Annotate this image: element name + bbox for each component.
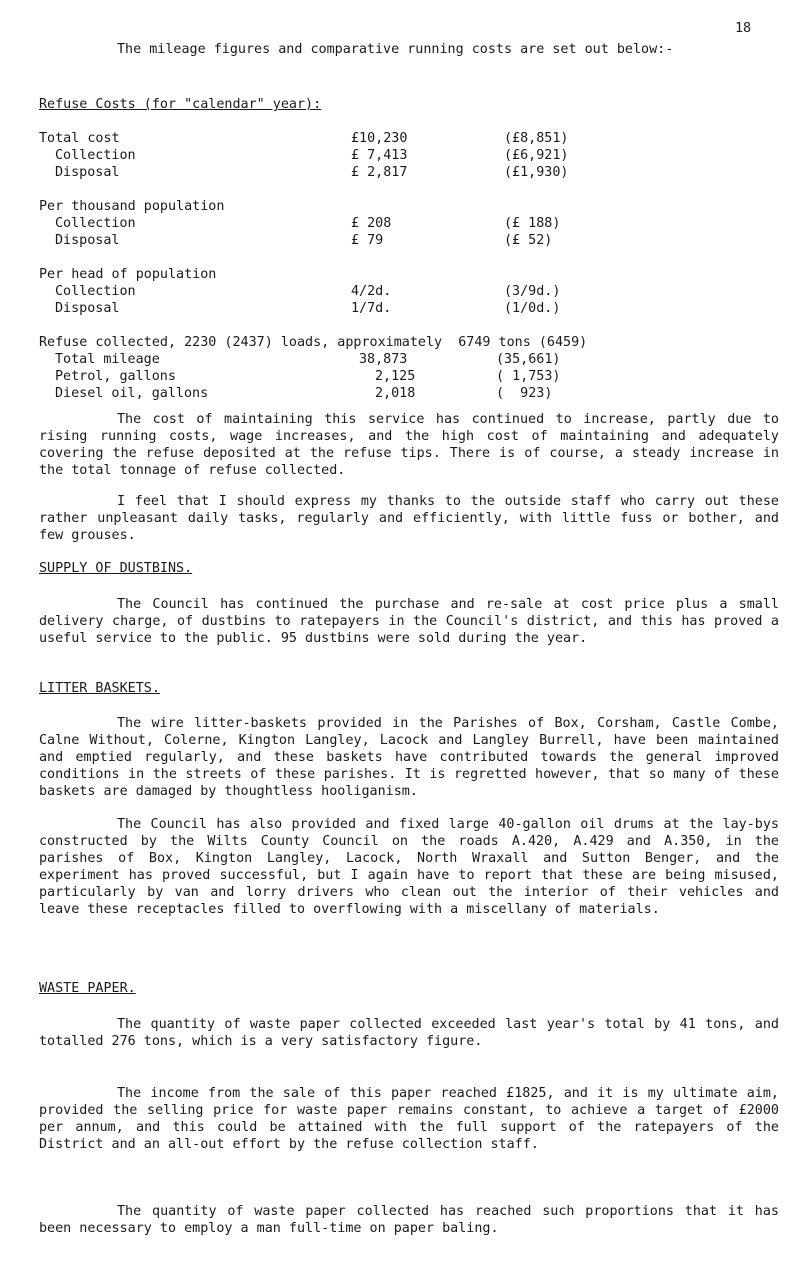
total-mileage-value: 38,873 <box>359 352 408 367</box>
pt-disposal-label: Disposal <box>55 233 120 248</box>
ph-collection-label: Collection <box>55 284 136 299</box>
total-cost-prev: (£8,851) <box>504 131 569 146</box>
total-mileage-label: Total mileage <box>55 352 160 367</box>
disposal-cost-prev: (£1,930) <box>504 165 569 180</box>
diesel-label: Diesel oil, gallons <box>55 386 209 401</box>
ph-collection-prev: (3/9d.) <box>504 284 561 299</box>
collection-cost-label: Collection <box>55 148 136 163</box>
litter-paragraph-2: The Council has also provided and fixed large 40-gallon oil drums at the lay-bys constructed by the Wilts County Council on the roads A.420, A.429 and A.350, in the parishes of Box, Kington Langley, Lacock, North Wraxall and Sutton Benger, and the experiment has proved successful, but I again have to report that these are being misused, particularly by van and lorry drivers who clean out the interior of their vehicles and leave these receptacles filled to overflowing with a miscellany of materials. <box>39 817 779 917</box>
waste-paragraph-3: The quantity of waste paper collected has reached such proportions that it has been necessary to employ a man full-time on paper baling. <box>39 1204 779 1236</box>
ph-collection-value: 4/2d. <box>351 284 392 299</box>
ph-disposal-value: 1/7d. <box>351 301 392 316</box>
thanks-paragraph: I feel that I should express my thanks to the outside staff who carry out these rather unpleasant daily tasks, regularly and efficiently, with little fuss or bother, and few grouses. <box>39 494 779 543</box>
total-mileage-prev: (35,661) <box>496 352 561 367</box>
petrol-label: Petrol, gallons <box>55 369 176 384</box>
ph-disposal-label: Disposal <box>55 301 120 316</box>
total-cost-value: £10,230 <box>351 131 408 146</box>
litter-paragraph-1: The wire litter-baskets provided in the Parishes of Box, Corsham, Castle Combe, Calne Without, Colerne, Kington Langley, Lacock and Langley Burrell, have been maintained and emptied regularly, and these baskets have contributed towards the general improved conditions in the streets of these parishes. It is regretted however, that so many of these baskets are damaged by thoughtless hooliganism. <box>39 716 779 799</box>
supply-paragraph: The Council has continued the purchase and re-sale at cost price plus a small delivery charge, of dustbins to ratepayers in the Council's district, and this has proved a useful service to the public. 95 dustbins were sold during the year. <box>39 597 779 646</box>
refuse-costs-heading: Refuse Costs (for "calendar" year): <box>39 97 322 112</box>
disposal-cost-value: £ 2,817 <box>351 165 408 180</box>
pt-disposal-prev: (£ 52) <box>504 233 553 248</box>
per-thousand-label: Per thousand population <box>39 199 225 214</box>
pt-collection-value: £ 208 <box>351 216 392 231</box>
per-head-label: Per head of population <box>39 267 217 282</box>
total-cost-label: Total cost <box>39 131 120 146</box>
pt-collection-label: Collection <box>55 216 136 231</box>
waste-paragraph-1: The quantity of waste paper collected exceeded last year's total by 41 tons, and totalled 276 tons, which is a very satisfactory figure. <box>39 1017 779 1049</box>
disposal-cost-label: Disposal <box>55 165 120 180</box>
refuse-collected-line: Refuse collected, 2230 (2437) loads, approximately 6749 tons (6459) <box>39 335 588 350</box>
pt-disposal-value: £ 79 <box>351 233 384 248</box>
supply-heading: SUPPLY OF DUSTBINS. <box>39 561 193 576</box>
diesel-prev: ( 923) <box>496 386 553 401</box>
ph-disposal-prev: (1/0d.) <box>504 301 561 316</box>
cost-paragraph: The cost of maintaining this service has continued to increase, partly due to rising running costs, wage increases, and the high cost of maintaining and adequately covering the refuse deposited at the refuse tips. There is of course, a steady increase in the total tonnage of refuse collected. <box>39 412 779 478</box>
petrol-prev: ( 1,753) <box>496 369 561 384</box>
pt-collection-prev: (£ 188) <box>504 216 561 231</box>
page-number: 18 <box>735 21 752 36</box>
collection-cost-value: £ 7,413 <box>351 148 408 163</box>
intro-paragraph: The mileage figures and comparative running costs are set out below:- <box>117 42 674 57</box>
petrol-value: 2,125 <box>375 369 416 384</box>
waste-paragraph-2: The income from the sale of this paper reached £1825, and it is my ultimate aim, provided the selling price for waste paper remains constant, to achieve a target of £2000 per annum, and this could be attained with the full support of the ratepayers of the District and an all-out effort by the refuse collection staff. <box>39 1086 779 1152</box>
litter-heading: LITTER BASKETS. <box>39 681 160 696</box>
collection-cost-prev: (£6,921) <box>504 148 569 163</box>
diesel-value: 2,018 <box>375 386 416 401</box>
waste-heading: WASTE PAPER. <box>39 981 136 996</box>
